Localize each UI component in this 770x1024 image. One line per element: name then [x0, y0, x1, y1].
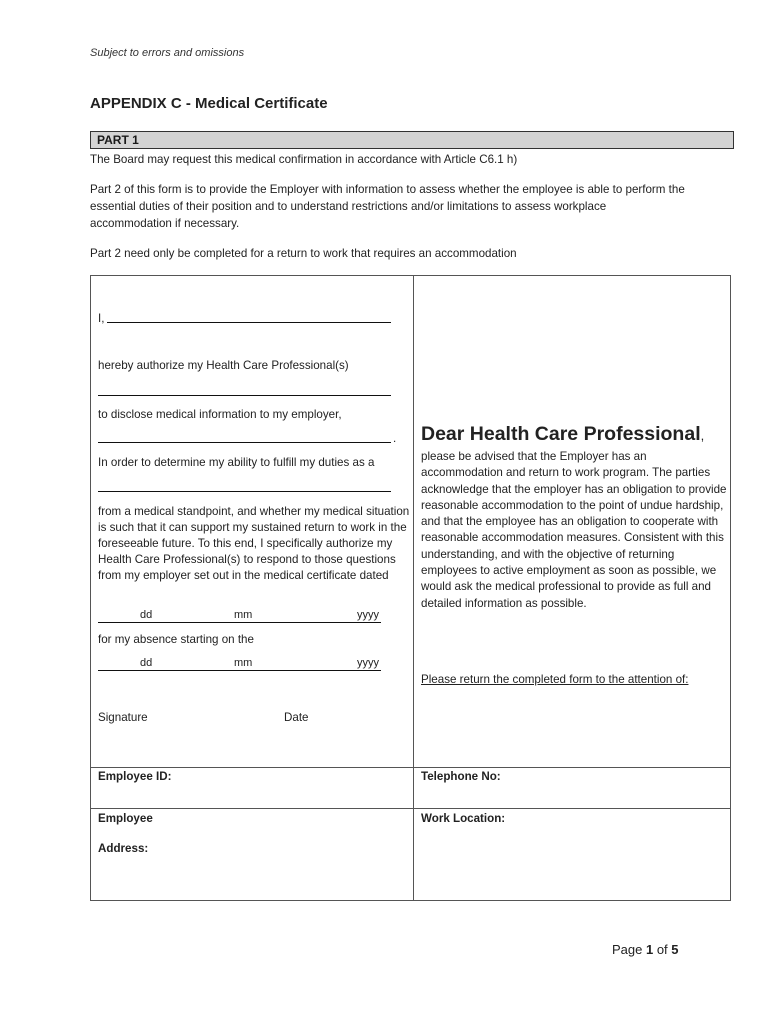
document-title: APPENDIX C - Medical Certificate — [90, 95, 328, 112]
part-1-header — [90, 131, 734, 149]
work-location-label: Work Location: — [421, 812, 506, 825]
page-number — [612, 942, 679, 957]
employee-name-field[interactable] — [107, 322, 391, 323]
absence-text: for my absence starting on the — [98, 633, 254, 646]
certificate-date-field[interactable] — [98, 622, 381, 623]
employer-field[interactable] — [98, 442, 391, 443]
signature-label: Signature — [98, 711, 148, 724]
employee-id-label: Employee ID: — [98, 770, 172, 783]
column-divider — [413, 276, 414, 900]
intro-paragraph-2: Part 2 of this form is to provide the Employer with information to assess whether the employee is able to perform the essential duties of their position and to understand restrictions and/or limitations to assess workplace accommodation if necessary. — [90, 183, 685, 230]
page-of: of — [653, 942, 672, 957]
address-label: Address: — [98, 842, 149, 855]
date-label: Date — [284, 711, 309, 724]
determine-text: In order to determine my ability to fulfill my duties as a — [98, 456, 375, 469]
dear-heading-comma: , — [700, 428, 705, 443]
page-prefix: Page — [612, 942, 646, 957]
position-field[interactable] — [98, 491, 391, 492]
disclose-text: to disclose medical information to my employer, — [98, 408, 342, 421]
dear-heading-text: Dear Health Care Professional — [421, 423, 701, 445]
row-divider-1 — [91, 767, 730, 768]
telephone-label: Telephone No: — [421, 770, 501, 783]
intro-paragraph-1: The Board may request this medical confirmation in accordance with Article C6.1 h) — [90, 153, 518, 166]
period-mark: . — [393, 432, 397, 445]
page-total: 5 — [671, 942, 679, 957]
mm-label: mm — [234, 657, 253, 669]
dear-heading — [421, 423, 704, 446]
dd-label: dd — [140, 657, 153, 669]
authorization-form-table — [90, 275, 731, 901]
dear-body-text: please be advised that the Employer has an accommodation and return to work program. The parties acknowledge that the employer has an obligation to provide reasonable accommodation to the point of undue hardship, and that the employee has an obligation to cooperate with reasonable accommodation measures. Consistent with this understanding, and with the objective of returning employees to active employment as soon as possible, we would ask the medical professional to provide as full and detailed information as possible. — [421, 450, 727, 610]
return-note: Please return the completed form to the attention of: — [421, 673, 689, 686]
employee-label: Employee — [98, 812, 153, 825]
standpoint-text: from a medical standpoint, and whether my medical situation is such that it can support my sustained return to work in the foreseeable future. To this end, I specifically authorize my Health Care Professional(s) to respond to those questions from my employer set out in the medical certificate dated — [98, 505, 410, 582]
yyyy-label: yyyy — [357, 657, 379, 669]
health-professional-field[interactable] — [98, 395, 391, 396]
row-divider-2 — [91, 808, 730, 809]
disclaimer-text: Subject to errors and omissions — [90, 47, 245, 59]
dd-label: dd — [140, 609, 153, 621]
part-1-label: PART 1 — [97, 133, 139, 147]
absence-date-field[interactable] — [98, 670, 381, 671]
authorize-text: hereby authorize my Health Care Professional(s) — [98, 359, 349, 372]
i-label: I, — [98, 312, 105, 325]
page-current: 1 — [645, 942, 654, 957]
yyyy-label: yyyy — [357, 609, 379, 621]
mm-label: mm — [234, 609, 253, 621]
intro-paragraph-3: Part 2 need only be completed for a return to work that requires an accommodation — [90, 247, 517, 260]
